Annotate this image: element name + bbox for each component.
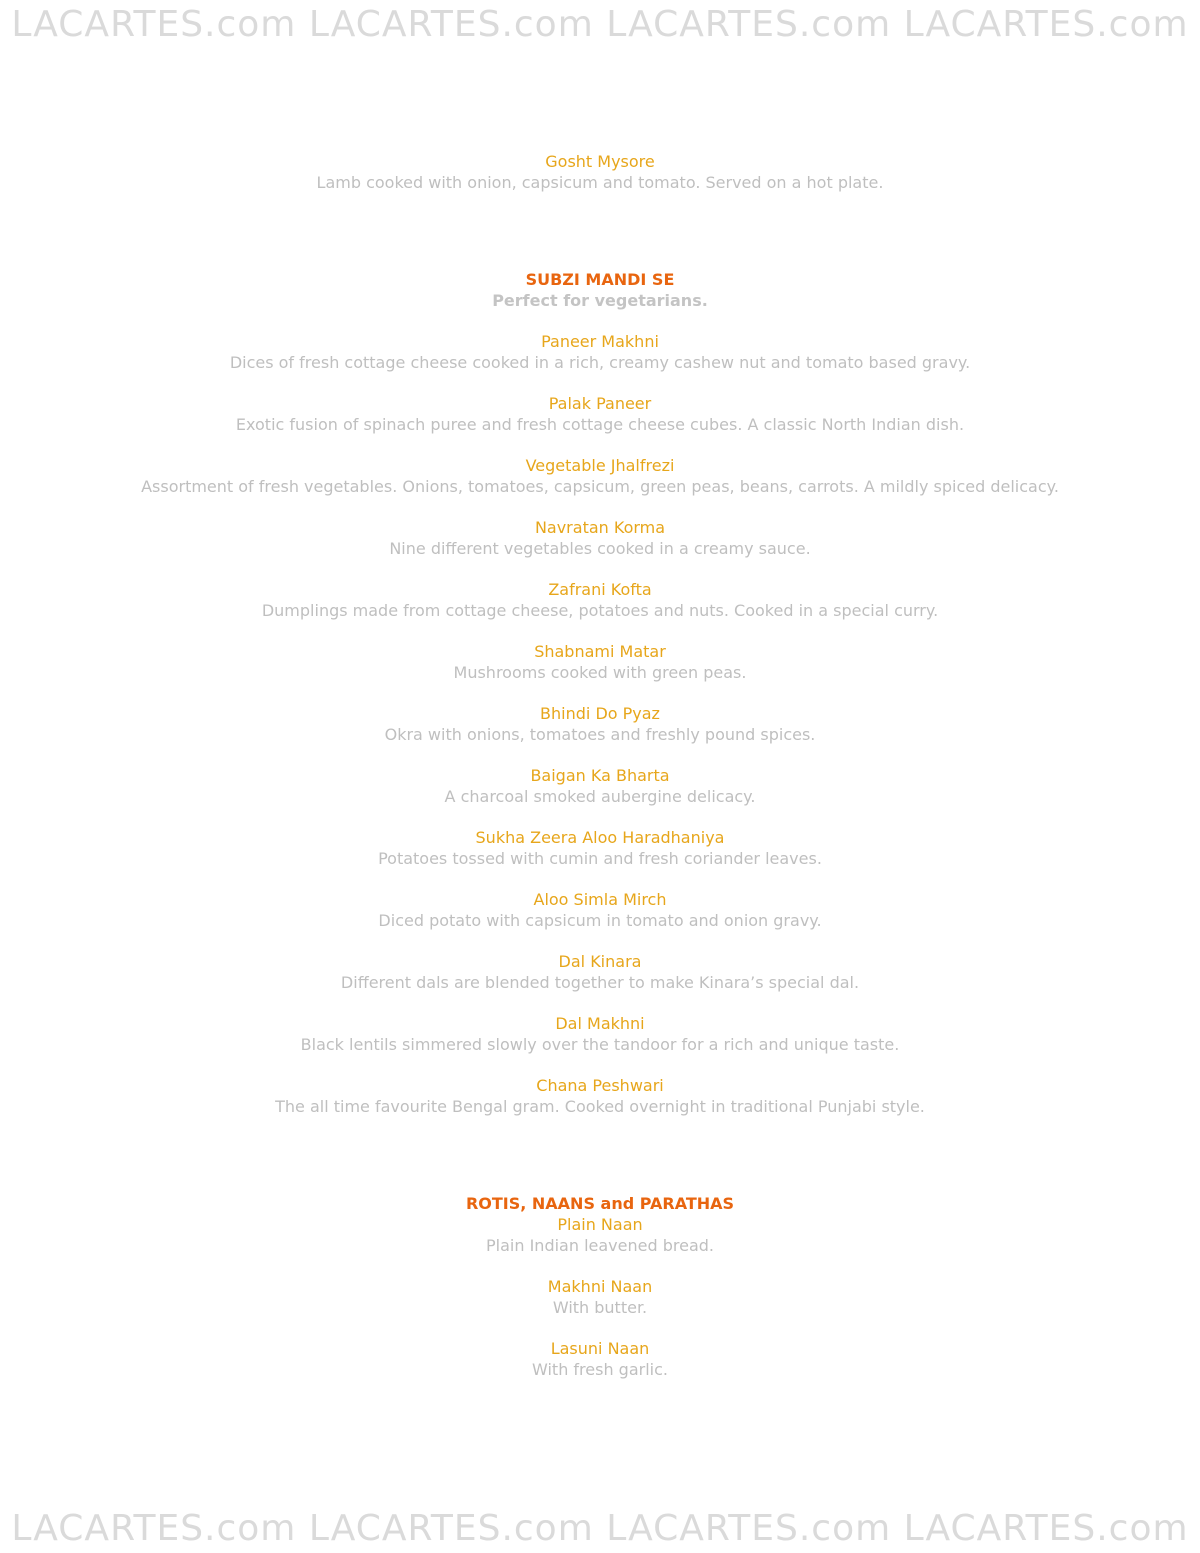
item-name: Navratan Korma xyxy=(534,518,666,537)
menu-item-paneer-makhni xyxy=(0,331,1200,373)
menu-item-bhindi-do-pyaz xyxy=(0,703,1200,745)
item-desc: Lamb cooked with onion, capsicum and tomato. Served on a hot plate. xyxy=(316,173,884,192)
section-header-subzi-mandi-se xyxy=(0,269,1200,311)
menu-item-dal-kinara xyxy=(0,951,1200,993)
section-subtitle: Perfect for vegetarians. xyxy=(492,291,708,310)
item-desc: Nine different vegetables cooked in a creamy sauce. xyxy=(389,539,811,558)
item-name: Sukha Zeera Aloo Haradhaniya xyxy=(475,828,725,847)
item-name: Dal Makhni xyxy=(555,1014,645,1033)
section-rotis-naans-parathas xyxy=(0,1193,1200,1256)
item-desc: Mushrooms cooked with green peas. xyxy=(453,663,747,682)
item-name: Baigan Ka Bharta xyxy=(530,766,670,785)
item-name: Zafrani Kofta xyxy=(548,580,652,599)
menu-item-navratan-korma xyxy=(0,517,1200,559)
item-name: Dal Kinara xyxy=(558,952,642,971)
item-name: Palak Paneer xyxy=(548,394,652,413)
item-name: Paneer Makhni xyxy=(541,332,659,351)
item-name: Plain Naan xyxy=(557,1215,643,1234)
menu-item-aloo-simla-mirch xyxy=(0,889,1200,931)
menu-item-palak-paneer xyxy=(0,393,1200,435)
menu-item-chana-peshwari xyxy=(0,1075,1200,1117)
item-name: Vegetable Jhalfrezi xyxy=(525,456,675,475)
item-desc: With butter. xyxy=(552,1298,648,1317)
menu-item-gosht-mysore xyxy=(0,151,1200,193)
item-desc: Dumplings made from cottage cheese, potatoes and nuts. Cooked in a special curry. xyxy=(261,601,939,620)
item-name: Lasuni Naan xyxy=(550,1339,650,1358)
item-name: Aloo Simla Mirch xyxy=(533,890,667,909)
item-desc: Black lentils simmered slowly over the tandoor for a rich and unique taste. xyxy=(300,1035,900,1054)
menu-item-shabnami-matar xyxy=(0,641,1200,683)
item-desc: Potatoes tossed with cumin and fresh coriander leaves. xyxy=(378,849,822,868)
item-name: Shabnami Matar xyxy=(534,642,666,661)
section-title: ROTIS, NAANS and PARATHAS xyxy=(465,1194,735,1213)
menu-item-baigan-ka-bharta xyxy=(0,765,1200,807)
item-desc: With fresh garlic. xyxy=(532,1360,668,1379)
item-desc: Plain Indian leavened bread. xyxy=(486,1236,714,1255)
watermark-bottom: LACARTES.com LACARTES.com LACARTES.com LACARTES.com xyxy=(11,1508,1189,1549)
watermark-top: LACARTES.com LACARTES.com LACARTES.com LACARTES.com xyxy=(11,4,1189,45)
menu-item-dal-makhni xyxy=(0,1013,1200,1055)
item-name: Chana Peshwari xyxy=(536,1076,664,1095)
menu-item-lasuni-naan xyxy=(0,1338,1200,1380)
section-title: SUBZI MANDI SE xyxy=(525,270,675,289)
item-name: Makhni Naan xyxy=(547,1277,653,1296)
menu-item-vegetable-jhalfrezi xyxy=(0,455,1200,497)
item-name: Gosht Mysore xyxy=(545,152,655,171)
item-desc: A charcoal smoked aubergine delicacy. xyxy=(444,787,756,806)
menu-item-sukha-zeera-aloo-haradhaniya xyxy=(0,827,1200,869)
item-name: Bhindi Do Pyaz xyxy=(540,704,660,723)
item-desc: Exotic fusion of spinach puree and fresh cottage cheese cubes. A classic North Indian dish. xyxy=(235,415,965,434)
item-desc: Diced potato with capsicum in tomato and onion gravy. xyxy=(378,911,822,930)
item-desc: Okra with onions, tomatoes and freshly pound spices. xyxy=(384,725,816,744)
item-desc: Assortment of fresh vegetables. Onions, tomatoes, capsicum, green peas, beans, carrots. A mildly spiced delicacy. xyxy=(141,477,1059,496)
item-desc: The all time favourite Bengal gram. Cooked overnight in traditional Punjabi style. xyxy=(275,1097,925,1116)
menu-item-makhni-naan xyxy=(0,1276,1200,1318)
item-desc: Different dals are blended together to make Kinara’s special dal. xyxy=(340,973,860,992)
item-desc: Dices of fresh cottage cheese cooked in a rich, creamy cashew nut and tomato based gravy. xyxy=(229,353,971,372)
menu-item-zafrani-kofta xyxy=(0,579,1200,621)
